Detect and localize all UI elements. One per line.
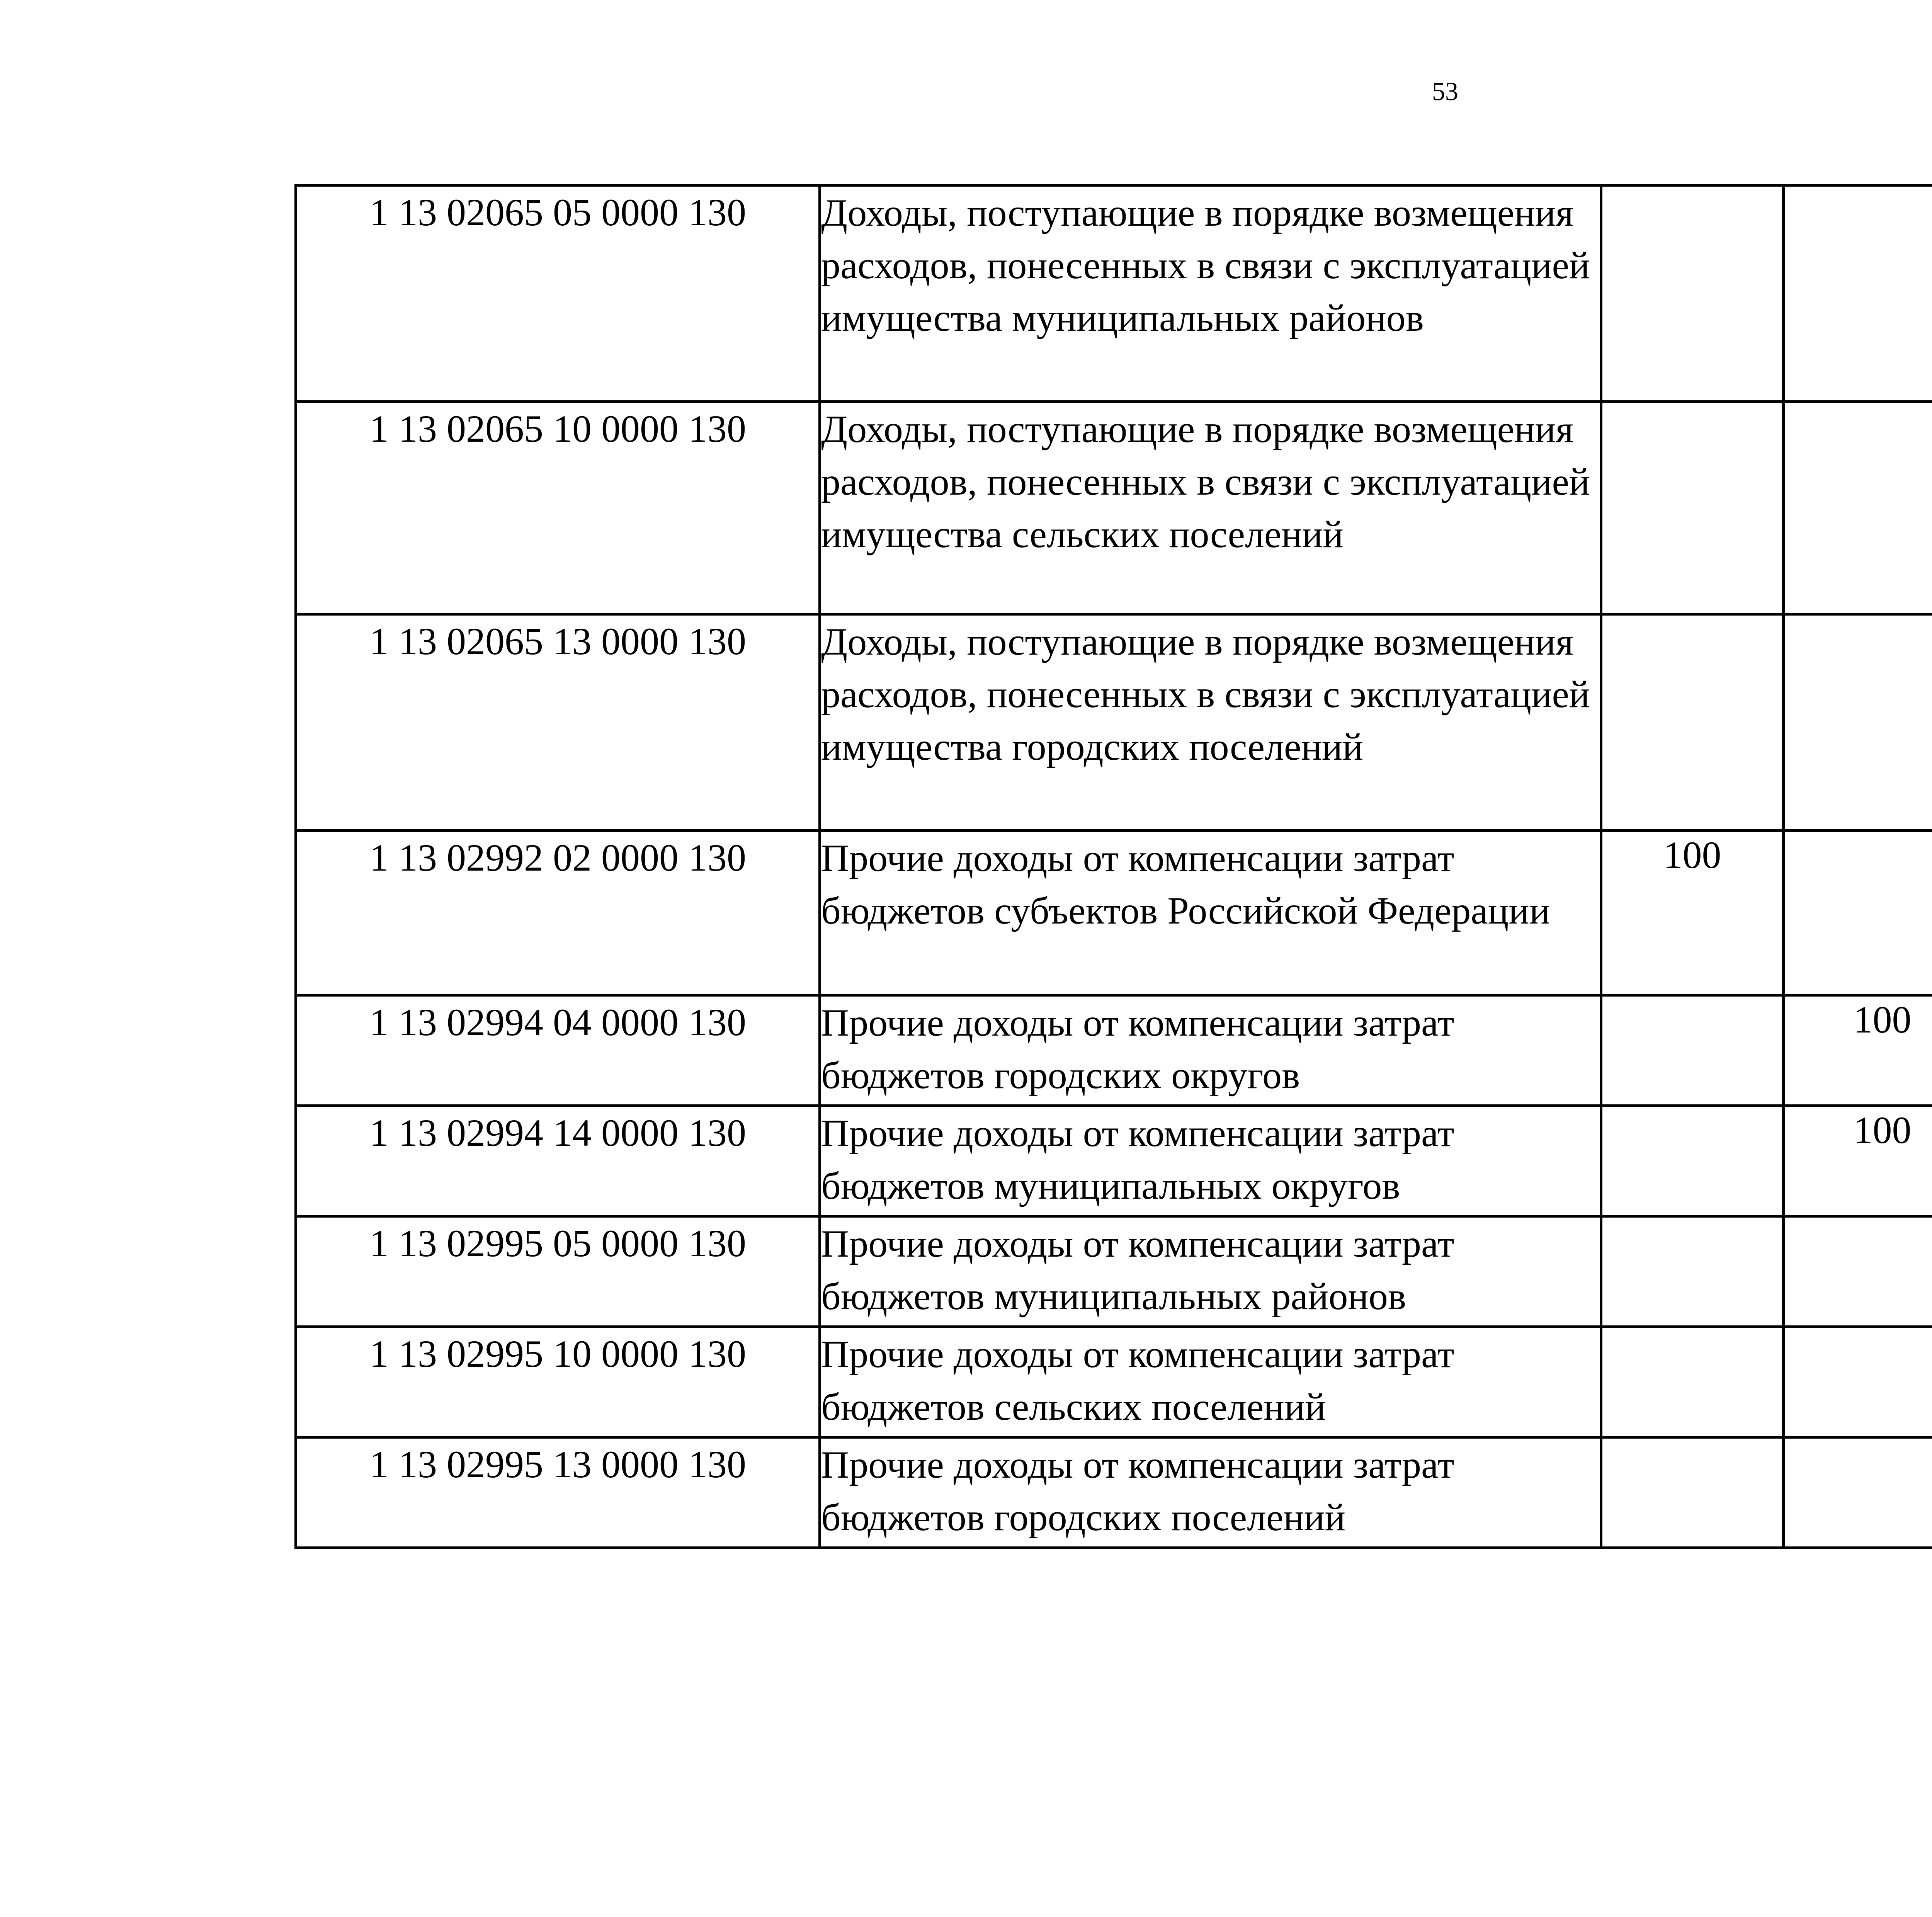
revenue-name-cell: Доходы, поступающие в порядке возмещения расходов, понесенных в связи с эксплуатацией имущества муниципальных районов [820, 185, 1601, 402]
table-row [296, 1106, 1932, 1216]
revenue-name-cell: Доходы, поступающие в порядке возмещения расходов, понесенных в связи с эксплуатацией имущества сельских поселений [820, 402, 1601, 614]
table-row [296, 1327, 1932, 1437]
revenue-name-cell: Прочие доходы от компенсации затрат бюджетов городских поселений [820, 1437, 1601, 1548]
percent-cell [1601, 1327, 1784, 1437]
percent-cell: 100 [1601, 831, 1784, 995]
table-row [296, 1216, 1932, 1327]
revenue-name-cell: Прочие доходы от компенсации затрат бюджетов муниципальных округов [820, 1106, 1601, 1216]
percent-cell [1601, 402, 1784, 614]
percent-cell [1601, 185, 1784, 402]
percent-cell [1784, 1437, 1932, 1548]
budget-code-cell: 1 13 02995 13 0000 130 [296, 1437, 820, 1548]
budget-code-cell: 1 13 02995 10 0000 130 [296, 1327, 820, 1437]
budget-code-cell: 1 13 02994 04 0000 130 [296, 995, 820, 1106]
percent-cell [1784, 185, 1932, 402]
percent-cell [1784, 402, 1932, 614]
percent-cell [1784, 614, 1932, 831]
percent-cell [1601, 614, 1784, 831]
budget-code-cell: 1 13 02995 05 0000 130 [296, 1216, 820, 1327]
page-number: 53 [1432, 77, 1458, 106]
percent-cell [1601, 1437, 1784, 1548]
revenue-name-cell: Доходы, поступающие в порядке возмещения расходов, понесенных в связи с эксплуатацией имущества городских поселений [820, 614, 1601, 831]
budget-code-cell: 1 13 02065 10 0000 130 [296, 402, 820, 614]
percent-cell [1784, 1327, 1932, 1437]
percent-cell [1784, 1216, 1932, 1327]
percent-cell [1601, 1216, 1784, 1327]
table-row [296, 831, 1932, 995]
table-row [296, 995, 1932, 1106]
revenue-distribution-table [294, 184, 1932, 1549]
table-row [296, 614, 1932, 831]
percent-cell: 100 [1784, 1106, 1932, 1216]
revenue-name-cell: Прочие доходы от компенсации затрат бюджетов субъектов Российской Федерации [820, 831, 1601, 995]
budget-code-cell: 1 13 02994 14 0000 130 [296, 1106, 820, 1216]
revenue-name-cell: Прочие доходы от компенсации затрат бюджетов сельских поселений [820, 1327, 1601, 1437]
percent-cell [1784, 831, 1932, 995]
table-row [296, 185, 1932, 402]
revenue-name-cell: Прочие доходы от компенсации затрат бюджетов муниципальных районов [820, 1216, 1601, 1327]
percent-cell: 100 [1784, 995, 1932, 1106]
percent-cell [1601, 995, 1784, 1106]
budget-code-cell: 1 13 02065 13 0000 130 [296, 614, 820, 831]
budget-code-cell: 1 13 02065 05 0000 130 [296, 185, 820, 402]
table-row [296, 1437, 1932, 1548]
percent-cell [1601, 1106, 1784, 1216]
table-row [296, 402, 1932, 614]
budget-code-cell: 1 13 02992 02 0000 130 [296, 831, 820, 995]
revenue-name-cell: Прочие доходы от компенсации затрат бюджетов городских округов [820, 995, 1601, 1106]
